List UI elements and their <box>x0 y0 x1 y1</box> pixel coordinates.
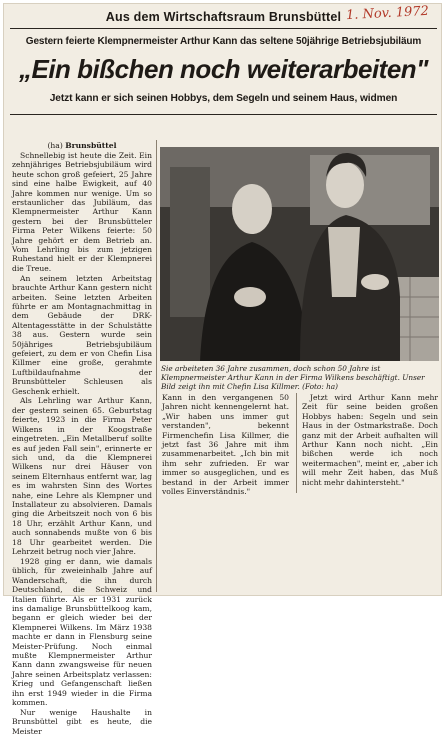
kicker: Gestern feierte Klempnermeister Arthur Kann das seltene 50jährige Betriebsjubiläum <box>25 36 422 47</box>
subheadline: Jetzt kann er sich seinen Hobbys, dem Segeln und seinem Haus, widmen <box>49 93 398 104</box>
article-column-1 <box>12 141 152 736</box>
paragraph: 1928 ging er dann, wie damals üblich, für zweieinhalb Jahre auf Wanderschaft, die ihn durch Deutschland, die Schweiz und Italien führte. Als er 1931 zurück ins damalige Brunsbüttelkoog kam, begann er gleich wieder bei der Klempnerei Wilkens. Im März 1938 machte er dann in Flensburg seine Meister-Prüfung. Noch einmal mußte Klempnermeister Arthur Kann dann zwangsweise für neuen Jahre seinen Arbeitsplatz verlassen: Krieg und Gefangenschaft ließen ihn erst 1949 wieder in die Firma kommen. <box>12 556 152 707</box>
column-divider <box>156 140 157 592</box>
subheadline-rule <box>10 114 437 115</box>
paragraph: Nur wenige Haushalte in Brunsbüttel gibt es heute, die Meister <box>12 707 152 736</box>
paragraph: An seinem letzten Arbeitstag brauchte Arthur Kann gestern nicht arbeiten. Seine letzten Arbeiten führte er am Montagnachmittag in dem Gebäude der DRK-Altentagesstätte in der Schulstätte 38 aus. Gestern wurde sein 50jähriges Betriebsjubiläum gefeiert, zu dem er von Chefin Lisa Killmer eine große, gerahmte Luftbildaufnahme der Brunsbütteler Schleusen als Geschenk erhielt. <box>12 273 152 396</box>
paragraph: Als Lehrling war Arthur Kann, der gestern seinen 65. Geburtstag feierte, 1923 in die Firma Peter Wilkens in der Koogstraße eingetreten. „Ein Metallberuf sollte es auf jeden Fall sein", erinnerte er sich und, da die Klempnerei Wilkens nur drei Häuser von seinem Elternhaus entfernt war, lag es im wahrsten Sinn des Wortes nahe, eine Lehre als Klempner und Installateur zu absolvieren. Damals ging die Arbeitszeit noch von 6 bis 18 Uhr, erzählt Arthur Kann, und auch sonnabends mußte von 6 bis 18 Uhr gearbeitet werden. Die Lehrzeit betrug noch vier Jahre. <box>12 396 152 556</box>
photo-image <box>160 147 439 361</box>
header-rule <box>10 28 437 29</box>
dateline-prefix: (ha) <box>47 141 63 150</box>
dateline <box>12 141 152 150</box>
paragraph: Kann in den vergangenen 50 Jahren nicht kennengelernt hat. „Wir haben uns immer gut verstanden", bekennt Firmenchefin Lisa Killmer, die jetzt fast 36 Jahre mit ihm zusammenarbeitet. „Ich bin mit ihm sehr zufrieden. Er war immer so ausgeglichen, und es bestand in der Arbeit immer volles Einverständnis." <box>162 393 289 497</box>
photo-caption: Sie arbeiteten 36 Jahre zusammen, doch schon 50 Jahre ist Klempnermeister Arthur Kann in der Firma Wilkens beschäftigt. Unser Bild zeigt ihn mit Chefin Lisa Killmer. (Foto: ha) <box>161 364 425 391</box>
newspaper-clipping <box>3 3 442 736</box>
photo-arthur-kann-lisa-killmer <box>160 147 439 361</box>
paragraph: Jetzt wird Arthur Kann mehr Zeit für seine beiden großen Hobbys haben: Segeln und sein Haus in der Ostmarkstraße. Doch ganz mit der Arbeit aufhalten will Arthur Kann noch nicht. „Ein bißchen werde ich noch weitermachen", meint er, „aber ich will mehr Zeit haben, das Muß nicht mehr dahintersteht." <box>302 393 438 487</box>
column-divider <box>296 393 297 493</box>
dateline-place: Brunsbüttel <box>65 141 117 150</box>
paragraph: Schnellebig ist heute die Zeit. Ein zehnjähriges Betriebsjubiläum wird heute schon groß gefeiert, 25 Jahre sind eine halbe Ewigkeit, auf 40 Jahre kommen nur wenige. Um so erstaunlicher das Jubiläum, das Klempnermeister Arthur Kann gestern bei der Brunsbütteler Firma Peter Wilkens feierte: 50 Jahre gehört er dem Betrieb an. Vom Lehrling bis zum jetzigen Ruhestand hielt er der Klempnerei die Treue. <box>12 150 152 273</box>
article-column-2 <box>162 393 289 503</box>
article-column-3 <box>302 393 438 503</box>
section-header: Aus dem Wirtschaftsraum Brunsbüttel <box>105 10 342 24</box>
handwritten-date: 1. Nov. 1972 <box>345 3 430 24</box>
headline: „Ein bißchen noch weiterarbeiten" <box>18 54 428 84</box>
